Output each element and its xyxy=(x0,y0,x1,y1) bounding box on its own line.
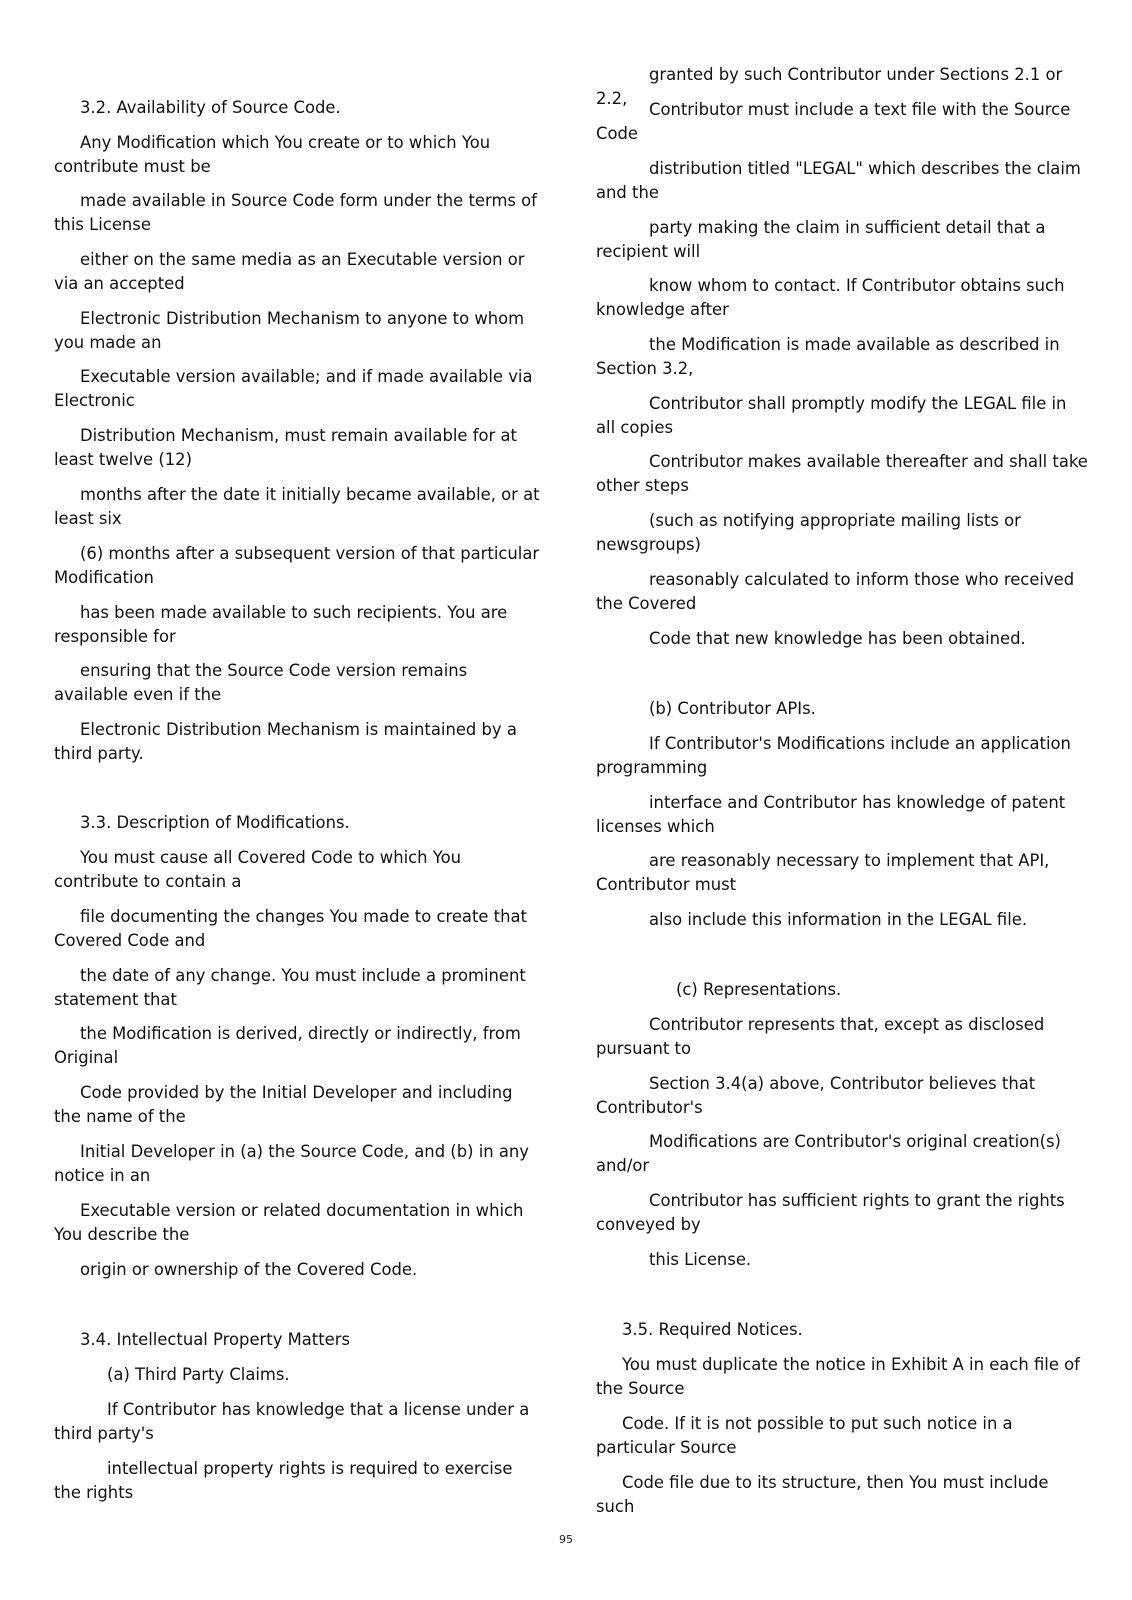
left-column-paragraph: has been made available to such recipients. You are responsible for xyxy=(54,603,508,646)
left-column-paragraph: months after the date it initially became available, or at least six xyxy=(54,485,540,528)
right-column-paragraph: are reasonably necessary to implement that API, Contributor must xyxy=(596,851,1050,894)
right-column-paragraph: reasonably calculated to inform those who received the Covered xyxy=(596,570,1075,613)
left-column-paragraph: Any Modification which You create or to which You contribute must be xyxy=(54,133,491,176)
left-column-paragraph: If Contributor has knowledge that a license under a third party's xyxy=(54,1400,530,1443)
left-column-paragraph: either on the same media as an Executable version or via an accepted xyxy=(54,250,525,293)
right-column-paragraph: party making the claim in sufficient detail that a recipient will xyxy=(596,218,1046,261)
right-column-paragraph: You must duplicate the notice in Exhibit A in each file of the Source xyxy=(596,1355,1080,1398)
left-column-paragraph: the date of any change. You must include a prominent statement that xyxy=(54,966,526,1009)
left-column-paragraph: 3.3. Description of Modifications. xyxy=(80,813,350,832)
left-column-paragraph: origin or ownership of the Covered Code. xyxy=(80,1260,418,1279)
right-column-paragraph: Code. If it is not possible to put such notice in a particular Source xyxy=(596,1414,1013,1457)
left-column-paragraph: ensuring that the Source Code version remains available even if the xyxy=(54,661,468,704)
right-column-paragraph: (c) Representations. xyxy=(676,980,842,999)
left-column-paragraph: intellectual property rights is required to exercise the rights xyxy=(54,1459,513,1502)
right-column-paragraph: (such as notifying appropriate mailing lists or newsgroups) xyxy=(596,511,1021,554)
right-column-paragraph: interface and Contributor has knowledge of patent licenses which xyxy=(596,793,1066,836)
page-number: 95 xyxy=(559,1533,573,1546)
left-column-paragraph: made available in Source Code form under the terms of this License xyxy=(54,191,537,234)
left-column-paragraph: (6) months after a subsequent version of that particular Modification xyxy=(54,544,540,587)
right-column-paragraph: 3.5. Required Notices. xyxy=(622,1320,803,1339)
right-column-paragraph: Contributor shall promptly modify the LEGAL file in all copies xyxy=(596,394,1067,437)
right-column-paragraph: this License. xyxy=(649,1250,752,1269)
right-column-paragraph: Section 3.4(a) above, Contributor believes that Contributor's xyxy=(596,1074,1036,1117)
right-column-paragraph: the Modification is made available as described in Section 3.2, xyxy=(596,335,1060,378)
right-column-paragraph: Modifications are Contributor's original creation(s) and/or xyxy=(596,1132,1061,1175)
left-column-paragraph: 3.2. Availability of Source Code. xyxy=(80,98,341,117)
left-column-paragraph: Code provided by the Initial Developer and including the name of the xyxy=(54,1083,513,1126)
right-column-paragraph: If Contributor's Modifications include an application programming xyxy=(596,734,1071,777)
right-column-paragraph: Contributor must include a text file with the Source Code xyxy=(596,100,1071,143)
right-column-paragraph: (b) Contributor APIs. xyxy=(649,699,816,718)
right-column-paragraph: granted by such Contributor under Sections 2.1 or 2.2, xyxy=(596,65,1063,108)
left-column-paragraph: Executable version or related documentation in which You describe the xyxy=(54,1201,524,1244)
right-column-paragraph: Contributor represents that, except as disclosed pursuant to xyxy=(596,1015,1045,1058)
left-column-paragraph: file documenting the changes You made to create that Covered Code and xyxy=(54,907,527,950)
left-column-paragraph: Initial Developer in (a) the Source Code, and (b) in any notice in an xyxy=(54,1142,529,1185)
right-column-paragraph: Code that new knowledge has been obtained. xyxy=(649,629,1026,648)
right-column-paragraph: Contributor makes available thereafter and shall take other steps xyxy=(596,452,1088,495)
right-column-paragraph: also include this information in the LEGAL file. xyxy=(649,910,1028,929)
left-column-paragraph: You must cause all Covered Code to which You contribute to contain a xyxy=(54,848,462,891)
right-column-paragraph: know whom to contact. If Contributor obtains such knowledge after xyxy=(596,276,1065,319)
left-column-paragraph: Electronic Distribution Mechanism to anyone to whom you made an xyxy=(54,309,525,352)
right-column-paragraph: Code file due to its structure, then You must include such xyxy=(596,1473,1049,1516)
right-column-paragraph: distribution titled "LEGAL" which describes the claim and the xyxy=(596,159,1081,202)
left-column-paragraph: 3.4. Intellectual Property Matters xyxy=(80,1330,351,1349)
left-column-paragraph: Electronic Distribution Mechanism is maintained by a third party. xyxy=(54,720,517,763)
left-column-paragraph: the Modification is derived, directly or indirectly, from Original xyxy=(54,1024,521,1067)
left-column-paragraph: Distribution Mechanism, must remain available for at least twelve (12) xyxy=(54,426,517,469)
left-column-paragraph: (a) Third Party Claims. xyxy=(107,1365,290,1384)
left-column-paragraph: Executable version available; and if made available via Electronic xyxy=(54,367,533,410)
right-column-paragraph: Contributor has sufficient rights to grant the rights conveyed by xyxy=(596,1191,1065,1234)
